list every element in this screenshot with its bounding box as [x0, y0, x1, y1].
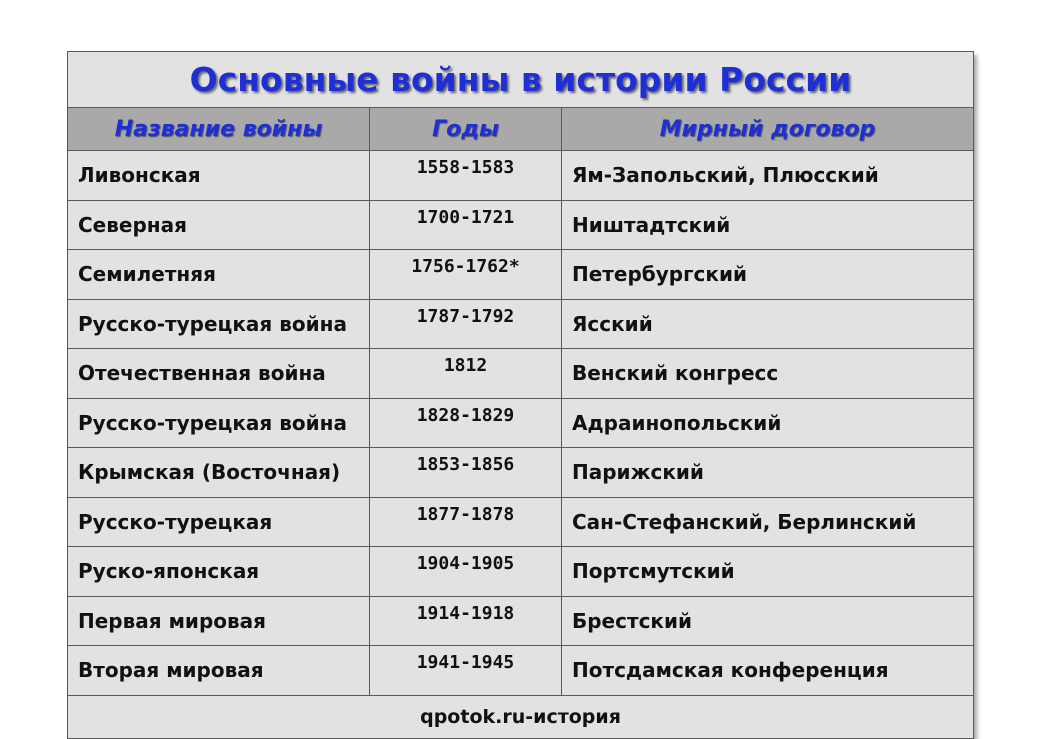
years-cell: 1853-1856: [370, 448, 562, 498]
header-war-name: Название войны: [68, 108, 370, 151]
wars-table: [67, 51, 974, 739]
treaty-cell: Петербургский: [562, 250, 974, 300]
years-cell: 1904-1905: [370, 547, 562, 597]
years-cell: 1700-1721: [370, 200, 562, 250]
war-name-cell: Северная: [68, 200, 370, 250]
table-row: [68, 448, 974, 498]
war-name-cell: Русско-турецкая война: [68, 299, 370, 349]
header-years: Годы: [370, 108, 562, 151]
war-name-cell: Руско-японская: [68, 547, 370, 597]
treaty-cell: Адраинопольский: [562, 398, 974, 448]
war-name-cell: Отечественная война: [68, 349, 370, 399]
years-cell: 1828-1829: [370, 398, 562, 448]
table-row: [68, 151, 974, 201]
war-name-cell: Русско-турецкая война: [68, 398, 370, 448]
years-cell: 1812: [370, 349, 562, 399]
treaty-cell: Парижский: [562, 448, 974, 498]
treaty-cell: Ништадтский: [562, 200, 974, 250]
table-row: [68, 646, 974, 696]
table-row: [68, 497, 974, 547]
table-row: [68, 200, 974, 250]
treaty-cell: Потсдамская конференция: [562, 646, 974, 696]
years-cell: 1941-1945: [370, 646, 562, 696]
war-name-cell: Крымская (Восточная): [68, 448, 370, 498]
treaty-cell: Сан-Стефанский, Берлинский: [562, 497, 974, 547]
treaty-cell: Ясский: [562, 299, 974, 349]
table-row: [68, 349, 974, 399]
years-cell: 1558-1583: [370, 151, 562, 201]
war-name-cell: Первая мировая: [68, 596, 370, 646]
treaty-cell: Венский конгресс: [562, 349, 974, 399]
table-footer-source: qpotok.ru-история: [68, 695, 974, 738]
header-peace-treaty: Мирный договор: [562, 108, 974, 151]
table-row: [68, 398, 974, 448]
table-title: Основные войны в истории России: [68, 52, 974, 108]
years-cell: 1914-1918: [370, 596, 562, 646]
years-cell: 1787-1792: [370, 299, 562, 349]
treaty-cell: Портсмутский: [562, 547, 974, 597]
war-name-cell: Семилетняя: [68, 250, 370, 300]
years-cell: 1756-1762*: [370, 250, 562, 300]
table-row: [68, 547, 974, 597]
war-name-cell: Вторая мировая: [68, 646, 370, 696]
treaty-cell: Ям-Запольский, Плюсский: [562, 151, 974, 201]
table-row: [68, 250, 974, 300]
table-body: [68, 151, 974, 696]
treaty-cell: Брестский: [562, 596, 974, 646]
table-row: [68, 596, 974, 646]
war-name-cell: Русско-турецкая: [68, 497, 370, 547]
table-row: [68, 299, 974, 349]
war-name-cell: Ливонская: [68, 151, 370, 201]
wars-table-container: [67, 51, 973, 739]
years-cell: 1877-1878: [370, 497, 562, 547]
